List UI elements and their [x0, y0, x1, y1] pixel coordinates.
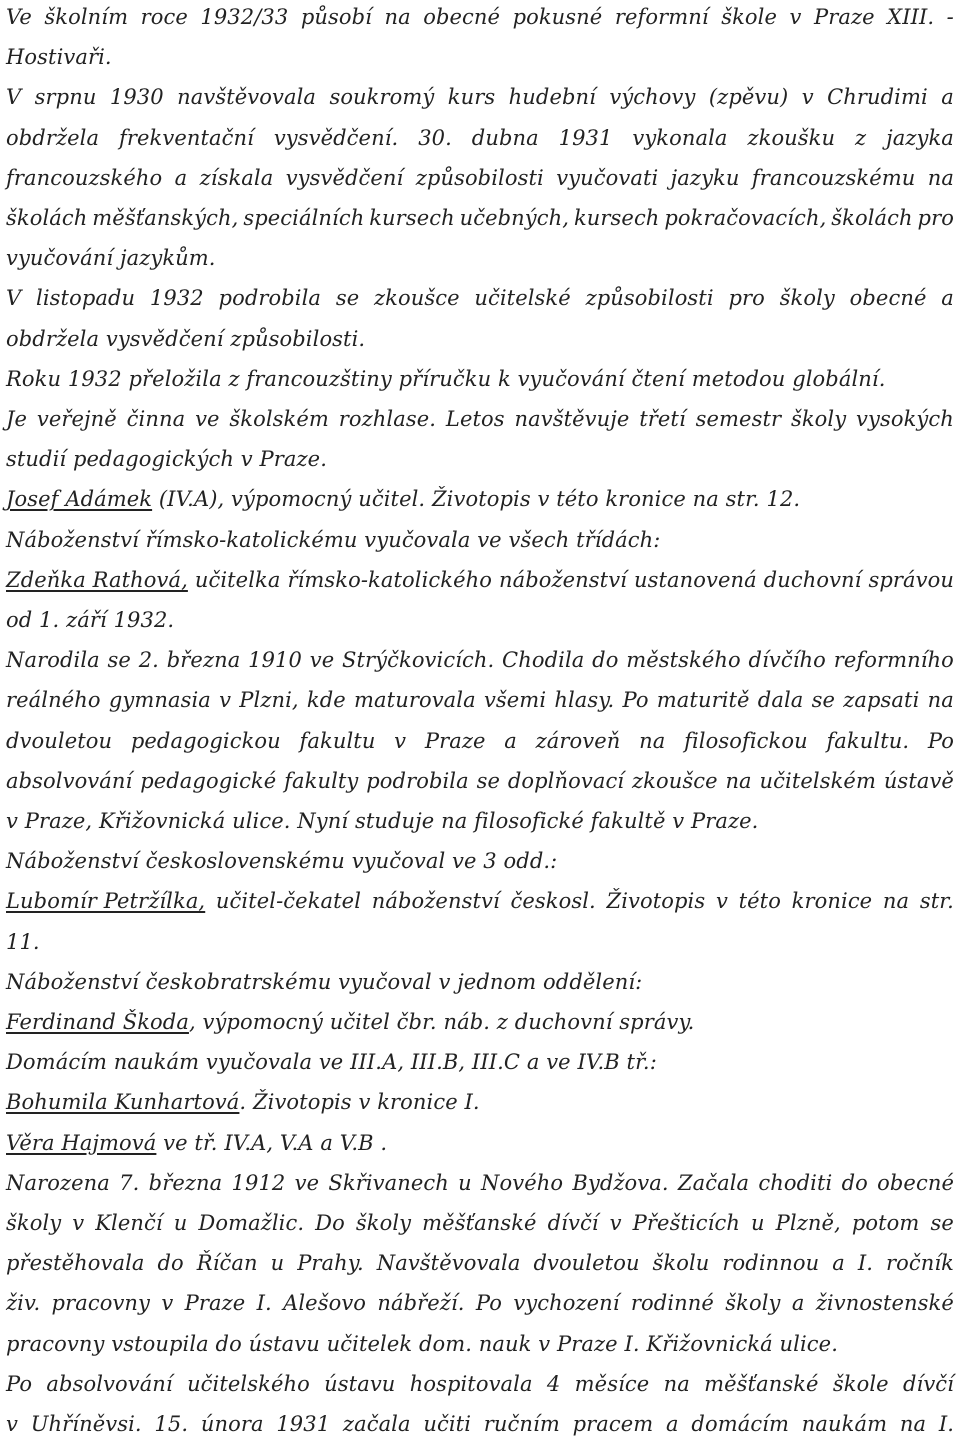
text-line: Náboženství římsko-katolickému vyučovala ve všech třídách:: [6, 527, 661, 552]
text-line: Josef Adámek (IV.A), výpomocný učitel. Životopis v této kronice na str. 12.: [6, 487, 801, 512]
text-line: v Praze, Křižovnická ulice. Nyní studuje na filosofické fakultě v Praze.: [6, 809, 759, 833]
underlined-name: Věra Hajmová: [6, 1130, 157, 1155]
text-line: obdržela frekventační vysvědčení. 30. dubna 1931 vykonala zkoušku z jazyka: [6, 125, 954, 150]
underlined-name: Ferdinand Škoda: [6, 1010, 189, 1034]
text-line: Po absolvování učitelského ústavu hospitovala 4 měsíce na měšťanské škole dívčí: [6, 1371, 954, 1396]
text-line: školách měšťanských, speciálních kursech učebných, kursech pokračovacích, školách pro: [6, 206, 954, 230]
text-line: V srpnu 1930 navštěvovala soukromý kurs hudební výchovy (zpěvu) v Chrudimi a: [6, 85, 954, 110]
text-line: obdržela vysvědčení způsobilosti.: [6, 326, 366, 351]
text-line: Roku 1932 přeložila z francouzštiny příručku k vyučování čtení metodou globální.: [6, 366, 886, 391]
text-line: Náboženství českobratrskému vyučoval v jednom oddělení:: [6, 969, 643, 994]
text-line: vyučování jazykům.: [6, 246, 216, 271]
text-line: absolvování pedagogické fakulty podrobila se doplňovací zkoušce na učitelském ústavě: [6, 768, 954, 793]
text-line: studií pedagogických v Praze.: [6, 447, 327, 472]
text-line: pracovny vstoupila do ústavu učitelek dom. nauk v Praze I. Křižovnická ulice.: [6, 1331, 838, 1356]
underlined-name: Zdeňka Rathová,: [6, 567, 188, 592]
text-line: Narozena 7. března 1912 ve Skřivanech u Nového Bydžova. Začala choditi do obecné: [6, 1170, 954, 1195]
text-line: od 1. září 1932.: [6, 608, 175, 632]
text-line: dvouletou pedagogickou fakultu v Praze a zároveň na filosofickou fakultu. Po: [6, 728, 954, 753]
text-line: V listopadu 1932 podrobila se zkoušce učitelské způsobilosti pro školy obecné a: [6, 286, 954, 311]
text-line: Bohumila Kunhartová. Životopis v kronice I.: [6, 1090, 480, 1115]
text-line: 11.: [6, 929, 40, 954]
text-line: Ferdinand Škoda, výpomocný učitel čbr. náb. z duchovní správy.: [6, 1010, 695, 1034]
text-line: přestěhovala do Říčan u Prahy. Navštěvovala dvouletou školu rodinnou a I. ročník: [6, 1251, 954, 1276]
text-line: živ. pracovny v Praze I. Alešovo nábřeží. Po vychození rodinné školy a živnostenské: [6, 1291, 954, 1316]
text-line: v Uhříněvsi. 15. února 1931 začala učiti ručním pracem a domácím naukám na I.: [6, 1412, 954, 1436]
underlined-name: Josef Adámek: [6, 487, 153, 512]
underlined-name: Bohumila Kunhartová: [6, 1090, 240, 1115]
text-line: Domácím naukám vyučovala ve III.A, III.B, III.C a ve IV.B tř.:: [6, 1050, 657, 1075]
text-line: francouzského a získala vysvědčení způsobilosti vyučovati jazyku francouzskému na: [6, 165, 954, 190]
text-line: Ve školním roce 1932/33 působí na obecné pokusné reformní škole v Praze XIII. -: [6, 5, 954, 29]
text-line: Narodila se 2. března 1910 ve Strýčkovicích. Chodila do městského dívčího reformního: [6, 648, 954, 673]
text-line: Hostivaři.: [6, 45, 112, 70]
text-line: Je veřejně činna ve školském rozhlase. Letos navštěvuje třetí semestr školy vysokých: [6, 407, 954, 431]
text-line: Věra Hajmová ve tř. IV.A, V.A a V.B .: [6, 1130, 388, 1155]
text-line: reálného gymnasia v Plzni, kde maturovala všemi hlasy. Po maturitě dala se zapsati na: [6, 688, 954, 713]
text-line: školy v Klenčí u Domažlic. Do školy měšťanské dívčí v Přešticích u Plzně, potom se: [6, 1211, 954, 1235]
text-line: Náboženství československému vyučoval ve 3 odd.:: [6, 849, 558, 874]
text-line: Lubomír Petržílka, učitel-čekatel náboženství českosl. Životopis v této kronice na str.: [6, 889, 954, 914]
underlined-name: Lubomír Petržílka,: [6, 889, 206, 914]
text-line: Zdeňka Rathová, učitelka římsko-katolického náboženství ustanovená duchovní správou: [6, 567, 954, 592]
